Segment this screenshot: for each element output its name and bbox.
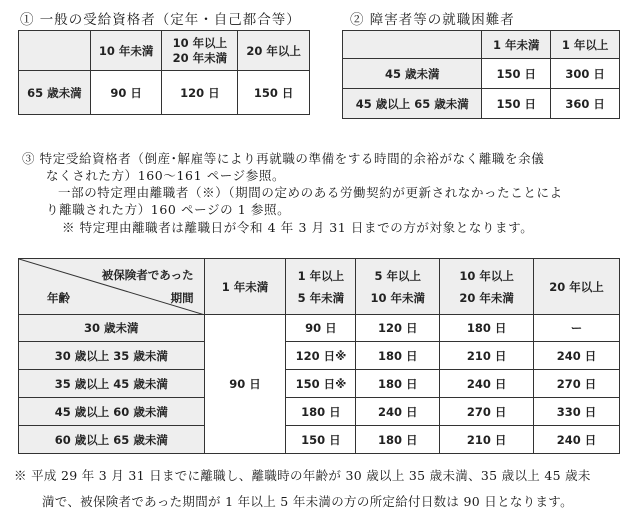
specific-benefit-table xyxy=(18,258,620,454)
section3-heading-line1: ③ 特定受給資格者（倒産･解雇等により再就職の準備をする時間的余裕がなく離職を余儀 xyxy=(22,151,545,166)
section3-paragraph-line2: り離職された方）160 ページの 1 参照。 xyxy=(46,202,291,217)
section3-heading-line2: なくされた方）160～161 ページ参照。 xyxy=(46,168,286,183)
table3-header: 10 年以上 20 年未満 xyxy=(440,259,534,315)
table3-corner xyxy=(19,259,205,315)
table3-header: 20 年以上 xyxy=(534,259,620,315)
table3-row-label: 35 歳以上 45 歳未満 xyxy=(19,370,205,398)
table3-header: 1 年未満 xyxy=(204,259,286,315)
table3-row-label: 45 歳以上 60 歳未満 xyxy=(19,398,205,426)
corner-bottom-left-label: 年齢 xyxy=(47,291,70,305)
footnote-line2: 満で、被保険者であった期間が 1 年以上 5 年未満の方の所定給付日数は 90 日となります。 xyxy=(42,494,573,509)
table3-header: 5 年以上 10 年未満 xyxy=(356,259,440,315)
table3-cell: 120 日 xyxy=(356,315,440,342)
table2-cell: 150 日 xyxy=(482,89,551,119)
corner-bottom-right-label: 期間 xyxy=(170,291,194,305)
table3-cell: 180 日 xyxy=(356,426,440,454)
table3-row-label: 30 歳以上 35 歳未満 xyxy=(19,342,205,370)
table3-cell: 180 日 xyxy=(440,315,534,342)
section2-heading: ② 障害者等の就職困難者 xyxy=(350,12,515,28)
table2-cell: 300 日 xyxy=(551,59,620,89)
table1-header: 10 年未満 xyxy=(90,31,162,71)
table3-cell: 150 日※ xyxy=(286,370,356,398)
table2-header: 1 年以上 xyxy=(551,31,620,59)
table1-header: 20 年以上 xyxy=(238,31,310,71)
table3-cell: 240 日 xyxy=(534,342,620,370)
table3-cell: 240 日 xyxy=(534,426,620,454)
table3-cell: 180 日 xyxy=(286,398,356,426)
table3-cell: 240 日 xyxy=(440,370,534,398)
table2-row-label: 45 歳以上 65 歳未満 xyxy=(343,89,482,119)
general-benefit-table xyxy=(18,30,310,115)
table3-cell: 90 日 xyxy=(286,315,356,342)
table3-cell: 240 日 xyxy=(356,398,440,426)
table1-cell: 150 日 xyxy=(238,71,310,115)
table3-row-label: 30 歳未満 xyxy=(19,315,205,342)
footnote-line1: ※ 平成 29 年 3 月 31 日までに離職し、離職時の年齢が 30 歳以上 35 歳未満、35 歳以上 45 歳未 xyxy=(14,468,591,483)
table1-corner xyxy=(19,31,91,71)
section1-heading: ① 一般の受給資格者（定年・自己都合等） xyxy=(20,12,301,28)
table1-row-label: 65 歳未満 xyxy=(19,71,91,115)
table1-cell: 120 日 xyxy=(162,71,238,115)
table3-cell: 270 日 xyxy=(534,370,620,398)
table3-cell: 120 日※ xyxy=(286,342,356,370)
table2-header: 1 年未満 xyxy=(482,31,551,59)
table3-merged-cell: 90 日 xyxy=(204,315,286,454)
table3-cell: 150 日 xyxy=(286,426,356,454)
table1-cell: 90 日 xyxy=(90,71,162,115)
table3-cell: ー xyxy=(534,315,620,342)
table2-cell: 360 日 xyxy=(551,89,620,119)
table3-row-label: 60 歳以上 65 歳未満 xyxy=(19,426,205,454)
table3-cell: 180 日 xyxy=(356,370,440,398)
section3-note: ※ 特定理由離職者は離職日が令和 4 年 3 月 31 日までの方が対象となります。 xyxy=(62,220,534,235)
table2-cell: 150 日 xyxy=(482,59,551,89)
difficult-employment-table xyxy=(342,30,620,119)
table2-corner xyxy=(343,31,482,59)
section3-paragraph-line1: 一部の特定理由離職者（※）（期間の定めのある労働契約が更新されなかったことによ xyxy=(58,185,563,200)
table3-cell: 270 日 xyxy=(440,398,534,426)
table3-cell: 210 日 xyxy=(440,426,534,454)
corner-top-label: 被保険者であった xyxy=(101,268,194,282)
table1-header: 10 年以上 20 年未満 xyxy=(162,31,238,71)
table3-cell: 180 日 xyxy=(356,342,440,370)
table3-cell: 210 日 xyxy=(440,342,534,370)
table3-header: 1 年以上 5 年未満 xyxy=(286,259,356,315)
table2-row-label: 45 歳未満 xyxy=(343,59,482,89)
table3-cell: 330 日 xyxy=(534,398,620,426)
